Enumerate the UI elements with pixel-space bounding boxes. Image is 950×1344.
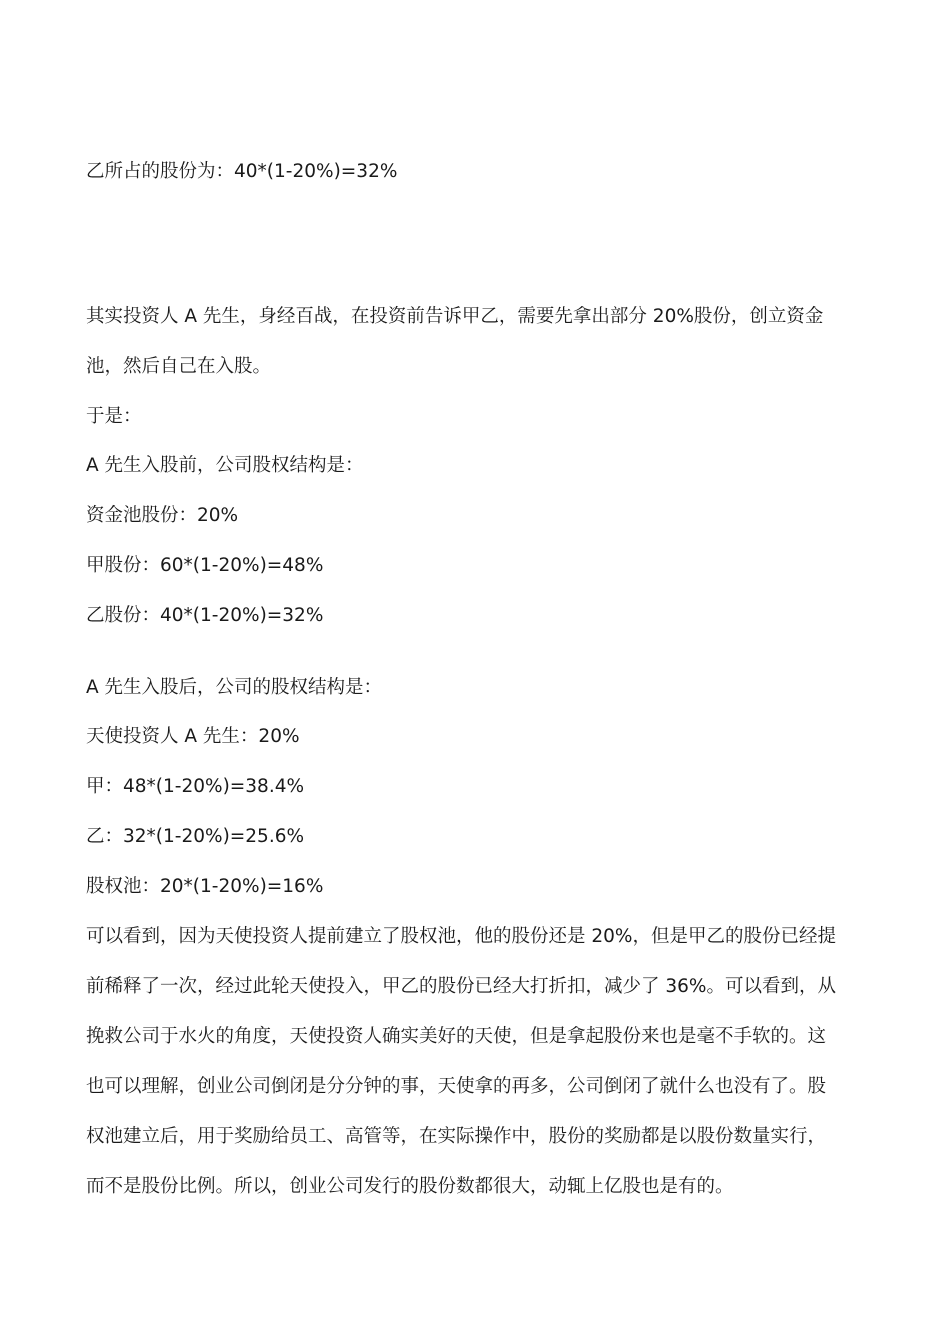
conclusion-line-3: 挽救公司于水火的角度，天使投资人确实美好的天使，但是拿起股份来也是毫不手软的。这	[86, 1026, 827, 1047]
intro-paragraph-line-1: 其实投资人 A 先生，身经百战，在投资前告诉甲乙，需要先拿出部分 20%股份，创立资金	[86, 306, 824, 327]
before-item-yi: 乙股份：40*(1-20%)=32%	[86, 605, 324, 626]
share-line-yi-before: 乙所占的股份为：40*(1-20%)=32%	[86, 161, 398, 182]
conclusion-line-6: 而不是股份比例。所以，创业公司发行的股份数都很大，动辄上亿股也是有的。	[86, 1176, 734, 1197]
conclusion-line-1: 可以看到，因为天使投资人提前建立了股权池，他的股份还是 20%，但是甲乙的股份已经提	[86, 926, 837, 947]
after-item-jia: 甲：48*(1-20%)=38.4%	[86, 776, 305, 797]
conclusion-line-5: 权池建立后，用于奖励给员工、高管等，在实际操作中，股份的奖励都是以股份数量实行，	[86, 1126, 827, 1147]
before-item-pool: 资金池股份：20%	[86, 505, 239, 526]
after-item-angel: 天使投资人 A 先生：20%	[86, 726, 300, 747]
intro-paragraph-line-2: 池，然后自己在入股。	[86, 356, 272, 377]
before-item-jia: 甲股份：60*(1-20%)=48%	[86, 555, 324, 576]
before-structure-title: A 先生入股前，公司股权结构是：	[86, 455, 364, 476]
conclusion-line-2: 前稀释了一次，经过此轮天使投入，甲乙的股份已经大打折扣，减少了 36%。可以看到，从	[86, 976, 837, 997]
after-structure-title: A 先生入股后，公司的股权结构是：	[86, 677, 383, 698]
after-item-yi: 乙：32*(1-20%)=25.6%	[86, 826, 305, 847]
yushi-label: 于是：	[86, 406, 142, 427]
after-item-pool: 股权池：20*(1-20%)=16%	[86, 876, 324, 897]
conclusion-line-4: 也可以理解，创业公司倒闭是分分钟的事，天使拿的再多，公司倒闭了就什么也没有了。股	[86, 1076, 827, 1097]
